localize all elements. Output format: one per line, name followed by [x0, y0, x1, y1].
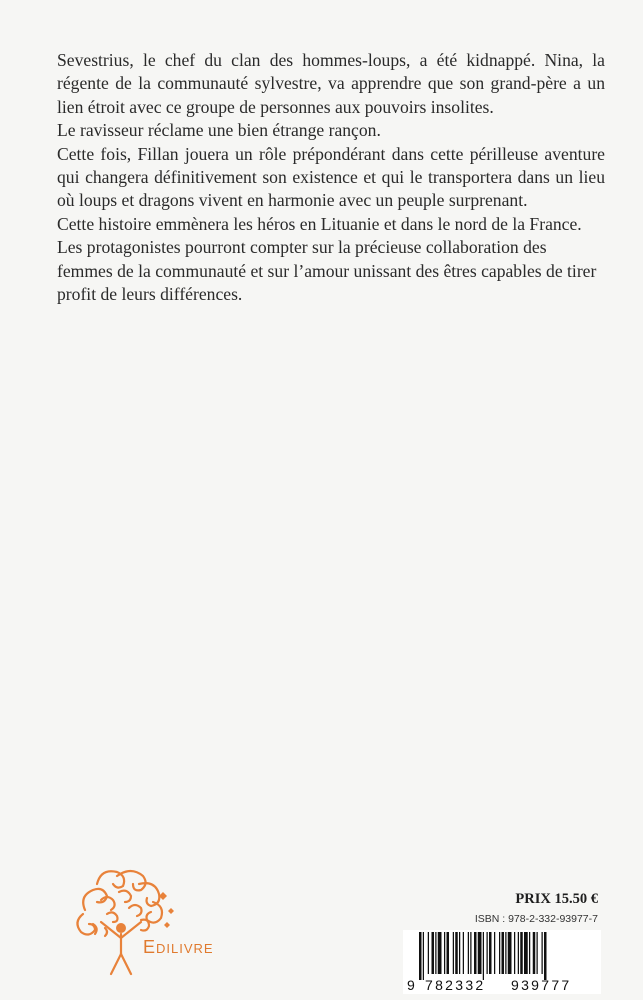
- blurb-paragraph: Sevestrius, le chef du clan des hommes-loups, a été kidnappé. Nina, la régente de la communauté sylvestre, va apprendre que son grand-père a un lien étroit avec ce groupe de personnes aux pouvoirs insolites.: [57, 50, 605, 117]
- barcode-bar: [502, 932, 505, 974]
- barcode-digit-first: 9: [407, 977, 415, 993]
- tree-person-logo-icon: [55, 862, 241, 980]
- barcode-bar: [419, 932, 422, 980]
- barcode-bar: [432, 932, 435, 974]
- barcode-bar: [524, 932, 528, 974]
- publisher-logo: [55, 862, 241, 980]
- barcode-digits-right: 939777: [511, 977, 572, 993]
- barcode-bar: [423, 932, 424, 980]
- barcode-bar: [428, 932, 429, 974]
- barcode-bar: [459, 932, 460, 974]
- barcode-bar: [478, 932, 482, 974]
- blurb-paragraph: Cette histoire emmènera les héros en Lituanie et dans le nord de la France.: [57, 213, 582, 234]
- barcode-bar: [435, 932, 436, 974]
- barcode-bar: [544, 932, 547, 980]
- barcode-bar: [518, 932, 519, 974]
- barcode-bar: [463, 932, 464, 974]
- barcode-bar: [494, 932, 495, 974]
- back-cover-blurb: [57, 49, 605, 306]
- isbn-barcode: [403, 930, 601, 994]
- barcode-bar: [499, 932, 500, 974]
- barcode-bar: [537, 932, 538, 974]
- blurb-paragraph: Les protagonistes pourront compter sur la précieuse collaboration des femmes de la communauté et sur l’amour unissant des êtres capables de tirer profit de leurs différences.: [57, 237, 597, 305]
- barcode-bar: [483, 932, 484, 980]
- barcode-bar: [487, 932, 488, 974]
- barcode-digits-left: 782332: [425, 977, 486, 993]
- blurb-paragraph: Le ravisseur réclame une bien étrange rançon.: [57, 120, 381, 141]
- barcode-bar: [529, 932, 530, 974]
- blurb-paragraph: Cette fois, Fillan jouera un rôle prépondérant dans cette périlleuse aventure qui changera définitivement son existence et qui le transportera dans un lieu où loups et dragons vivent en harmonie avec un peuple surprenant.: [57, 143, 605, 211]
- barcode-bar: [514, 932, 515, 974]
- price-label: PRIX 15.50 €: [515, 891, 598, 907]
- barcode-bar: [533, 932, 536, 974]
- barcode-bar: [455, 932, 458, 974]
- barcode-bar: [520, 932, 523, 974]
- isbn-label: ISBN : 978-2-332-93977-7: [474, 913, 598, 925]
- barcode-bar: [474, 932, 477, 974]
- publisher-name: Edilivre: [143, 937, 214, 957]
- barcode-bar: [447, 932, 450, 974]
- barcode-bar: [444, 932, 445, 974]
- barcode-bar: [542, 932, 543, 974]
- barcode-bar: [438, 932, 442, 974]
- barcode-bar: [508, 932, 512, 974]
- barcode-bar: [470, 932, 471, 974]
- barcode-bar: [505, 932, 506, 974]
- barcode-bar: [468, 932, 469, 974]
- barcode-bar: [489, 932, 492, 974]
- barcode-bar: [453, 932, 454, 974]
